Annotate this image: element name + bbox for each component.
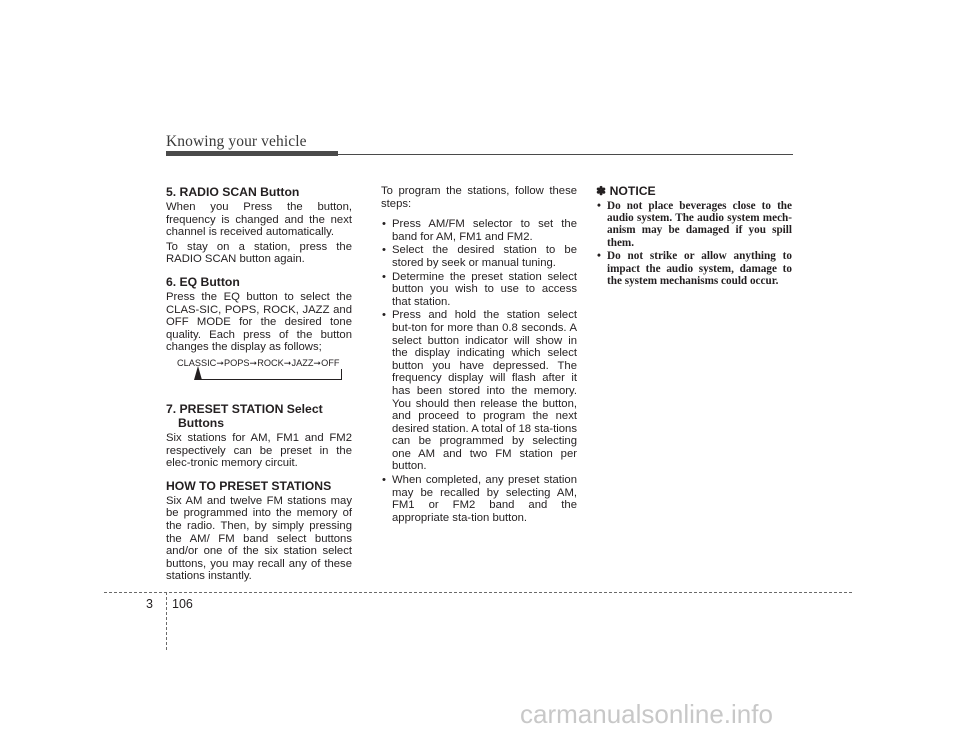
list-item: • Press AM/FM selector to set the band for AM, FM1 and FM2. [381,218,577,243]
eq-mode-sequence: CLASSIC➞POPS➞ROCK➞JAZZ➞OFF [177,357,340,368]
list-item: • Do not strike or allow anything to impact the audio system, damage to the system mechanisms could occur. [596,250,792,287]
footer-rule-horizontal [104,592,852,593]
column-right-notice [596,185,792,288]
steps-list [381,218,577,524]
header-rule-thin [338,154,793,155]
loop-back-line [198,369,342,380]
section-header-title: Knowing your vehicle [166,133,307,150]
arrow-up-icon [194,366,202,380]
heading-preset-buttons: 7. PRESET STATION Select Buttons [166,401,323,430]
heading-radio-scan: 5. RADIO SCAN Button [166,185,300,199]
paragraph: Six stations for AM, FM1 and FM2 respectively can be preset in the elec-tronic memory circuit. [166,431,352,470]
section-preset-buttons [166,402,352,470]
section-eq-button [166,275,352,393]
section-radio-scan [166,185,352,266]
header-rule-thick [166,151,338,156]
paragraph: When you Press the button, frequency is changed and the next channel is received automatically. [166,201,352,239]
notice-list [596,200,792,288]
list-item: • When completed, any preset station may be recalled by selecting AM, FM1 or FM2 band and the appropriate sta-tion button. [381,474,577,524]
section-how-to-preset [166,479,352,583]
paragraph: Six AM and twelve FM stations may be programmed into the memory of the radio. Then, by simply pressing the AM/ FM band select buttons and/or one of the six station select buttons, you may recall any of these stations instantly. [166,494,352,583]
watermark-text: carmanualsonline.info [520,699,773,729]
column-middle [381,185,577,525]
list-item: • Do not place beverages close to the audio system. The audio system mech-anism may be damaged if you spill them. [596,200,792,250]
list-item: • Select the desired station to be stored by seek or manual tuning. [381,244,577,269]
list-item: • Determine the preset station select button you wish to use to access that station. [381,271,577,309]
column-left [166,185,352,592]
heading-how-to-preset: HOW TO PRESET STATIONS [166,478,332,493]
paragraph: Press the EQ button to select the CLAS-SIC, POPS, ROCK, JAZZ and OFF MODE for the desired tone quality. Each press of the button changes the display as follows; [166,290,352,354]
page-number: 106 [172,597,193,611]
list-item: • Press and hold the station select but-ton for more than 0.8 seconds. A select button indicator will show in the display indicating which select button you have depressed. The frequency display will flash after it has been stored into the memory. You should then release the button, and proceed to program the next desired station. A total of 18 sta-tions can be programmed by selecting one AM and two FM station per button. [381,309,577,473]
footer-rule-vertical [166,592,167,650]
heading-eq-button: 6. EQ Button [166,274,240,289]
chapter-number: 3 [146,597,153,611]
paragraph: To stay on a station, press the RADIO SCAN button again. [166,240,352,266]
eq-mode-cycle-diagram [166,357,352,393]
steps-intro: To program the stations, follow these steps: [381,185,577,210]
notice-heading: ✽ NOTICE [596,184,656,198]
